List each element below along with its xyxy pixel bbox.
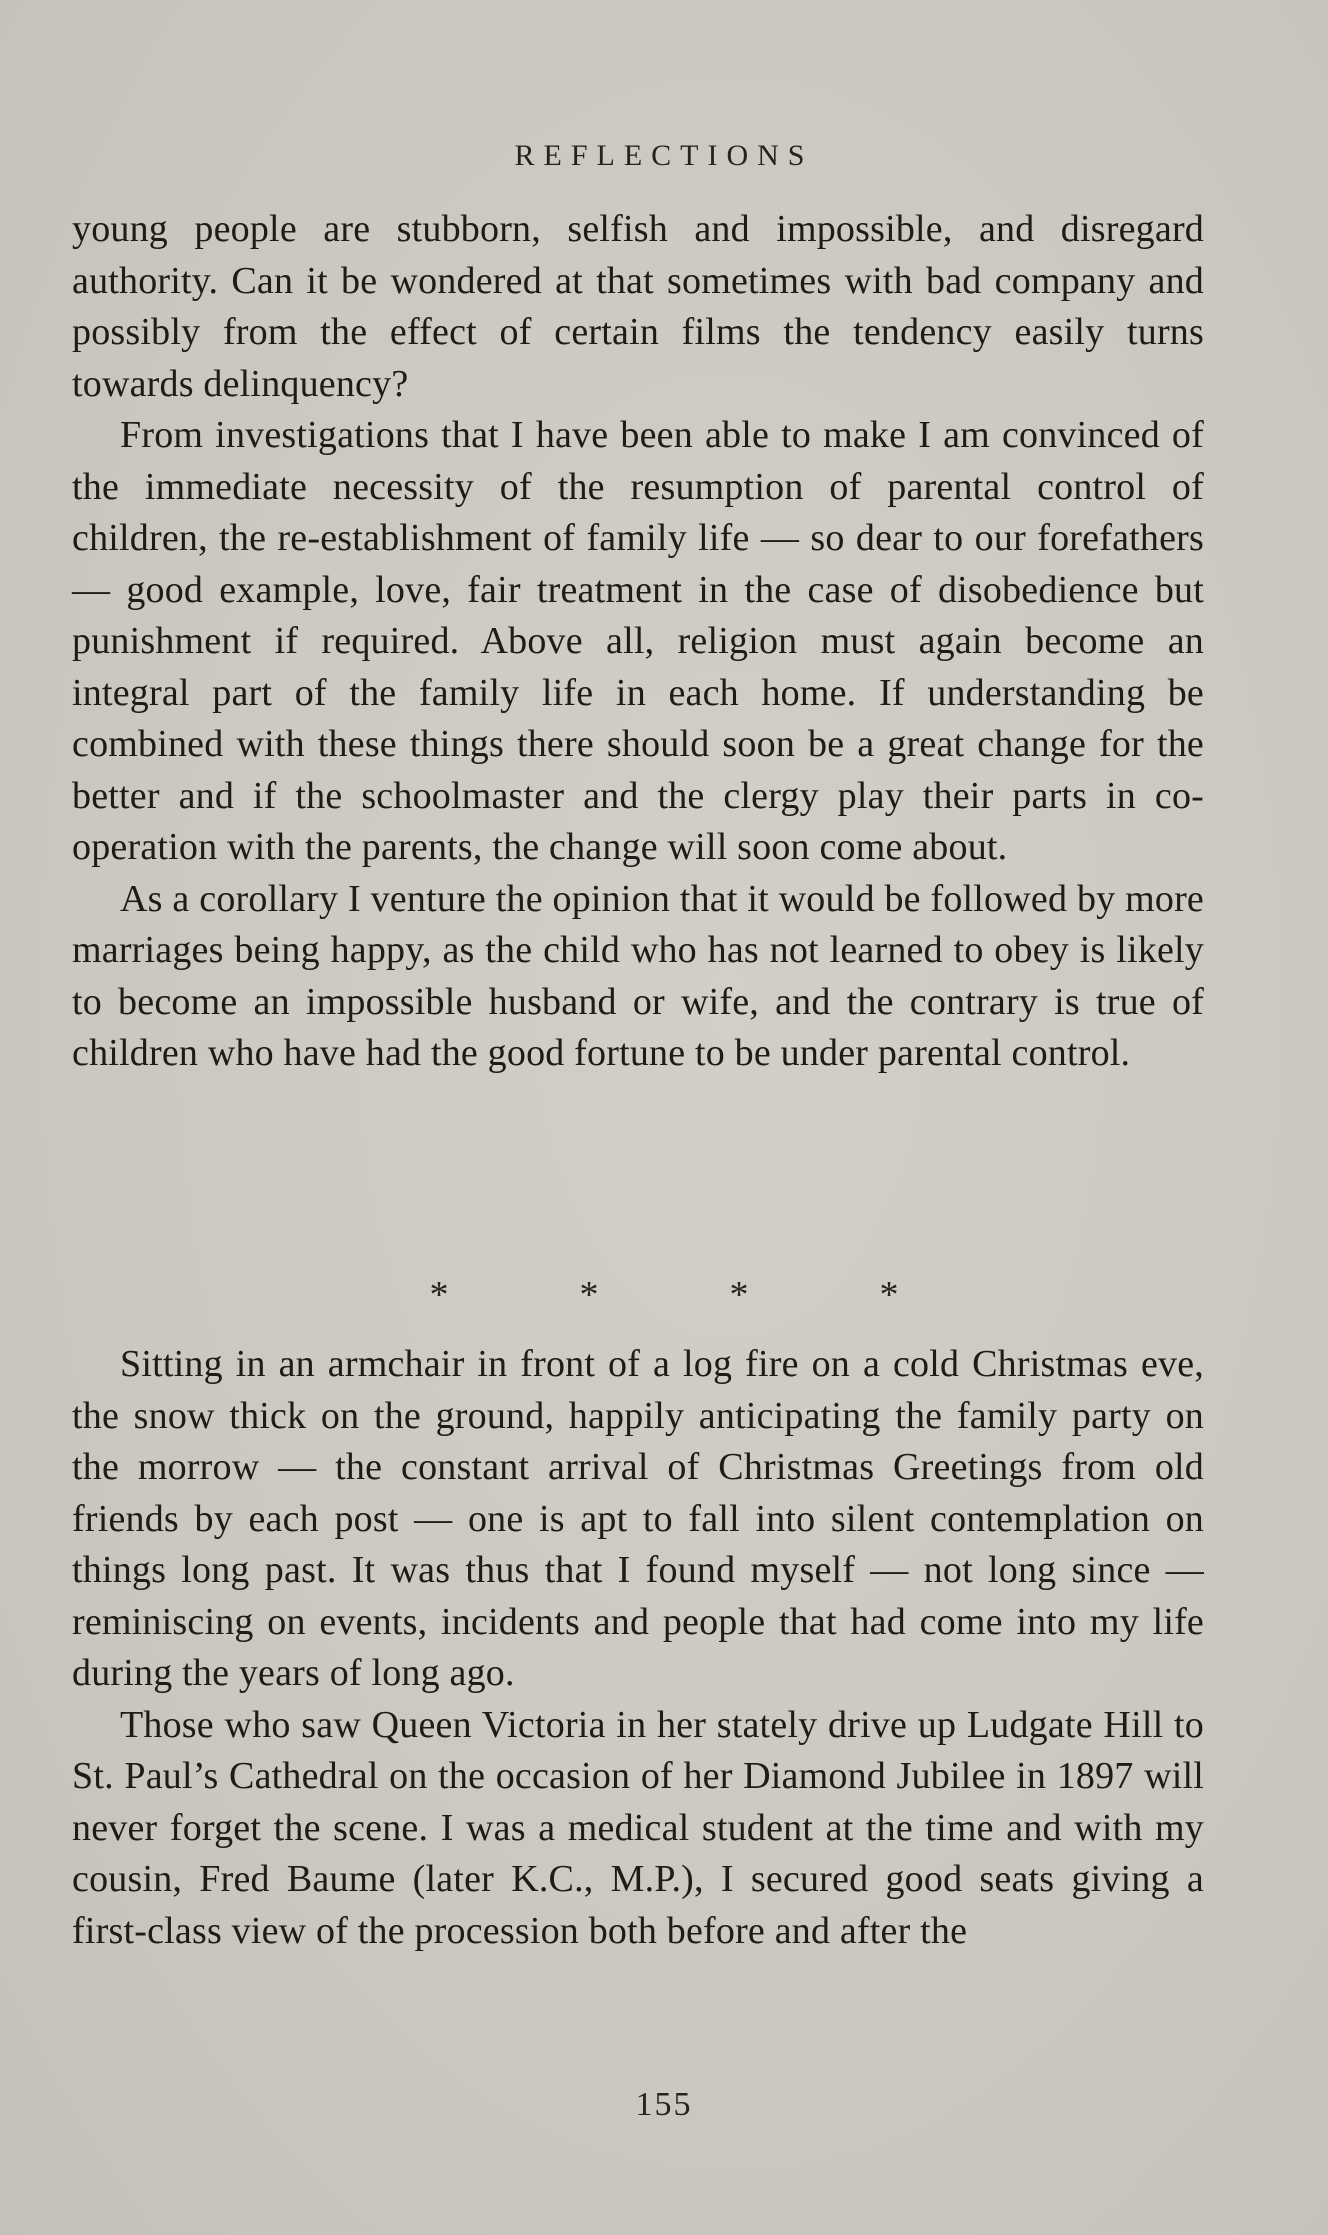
section-one (72, 204, 1204, 1080)
asterisk: * (579, 1274, 599, 1316)
paragraph-continued: young people are stubborn, selfish and impossible, and disregard authority. Can it be wondered at that sometimes with bad company and possibly from the effect of certain films the tendency easily turns towards delinquency? (72, 208, 1204, 405)
paragraph: Sitting in an armchair in front of a log fire on a cold Christmas eve, the snow thick on the ground, happily anticipating the family party on the morrow — the constant arrival of Christmas Greetings from old friends by each post — one is apt to fall into silent contemplation on things long past. It was thus that I found myself — not long since — reminiscing on events, incidents and people that had come into my life during the years of long ago. (72, 1343, 1204, 1694)
asterisk: * (879, 1274, 899, 1316)
page-number: 155 (635, 2086, 693, 2123)
asterisk: * (429, 1274, 449, 1316)
section-separator (0, 1275, 1328, 1315)
paragraph: From investigations that I have been able to make I am convinced of the immediate necessity of the resumption of parental control of children, the re-establishment of family life — so dear to our forefathers — good example, love, fair treatment in the case of disobedience but punishment if required. Above all, religion must again become an integral part of the family life in each home. If understanding be combined with these things there should soon be a great change for the better and if the schoolmaster and the clergy play their parts in co-operation with the parents, the change will soon come about. (72, 414, 1204, 868)
paragraph: As a corollary I venture the opinion that it would be followed by more marriages being happy, as the child who has not learned to obey is likely to become an impossible husband or wife, and the contrary is true of children who have had the good fortune to be under parental control. (72, 877, 1204, 1074)
running-head: REFLECTIONS (514, 139, 814, 172)
section-two (72, 1339, 1204, 1957)
asterisk: * (729, 1274, 749, 1316)
paragraph: Those who saw Queen Victoria in her stately drive up Ludgate Hill to St. Paul’s Cathedral on the occasion of her Diamond Jubilee in 1897 will never forget the scene. I was a medical student at the time and with my cousin, Fred Baume (later K.C., M.P.), I secured good seats giving a first-class view of the procession both before and after the (72, 1703, 1204, 1952)
